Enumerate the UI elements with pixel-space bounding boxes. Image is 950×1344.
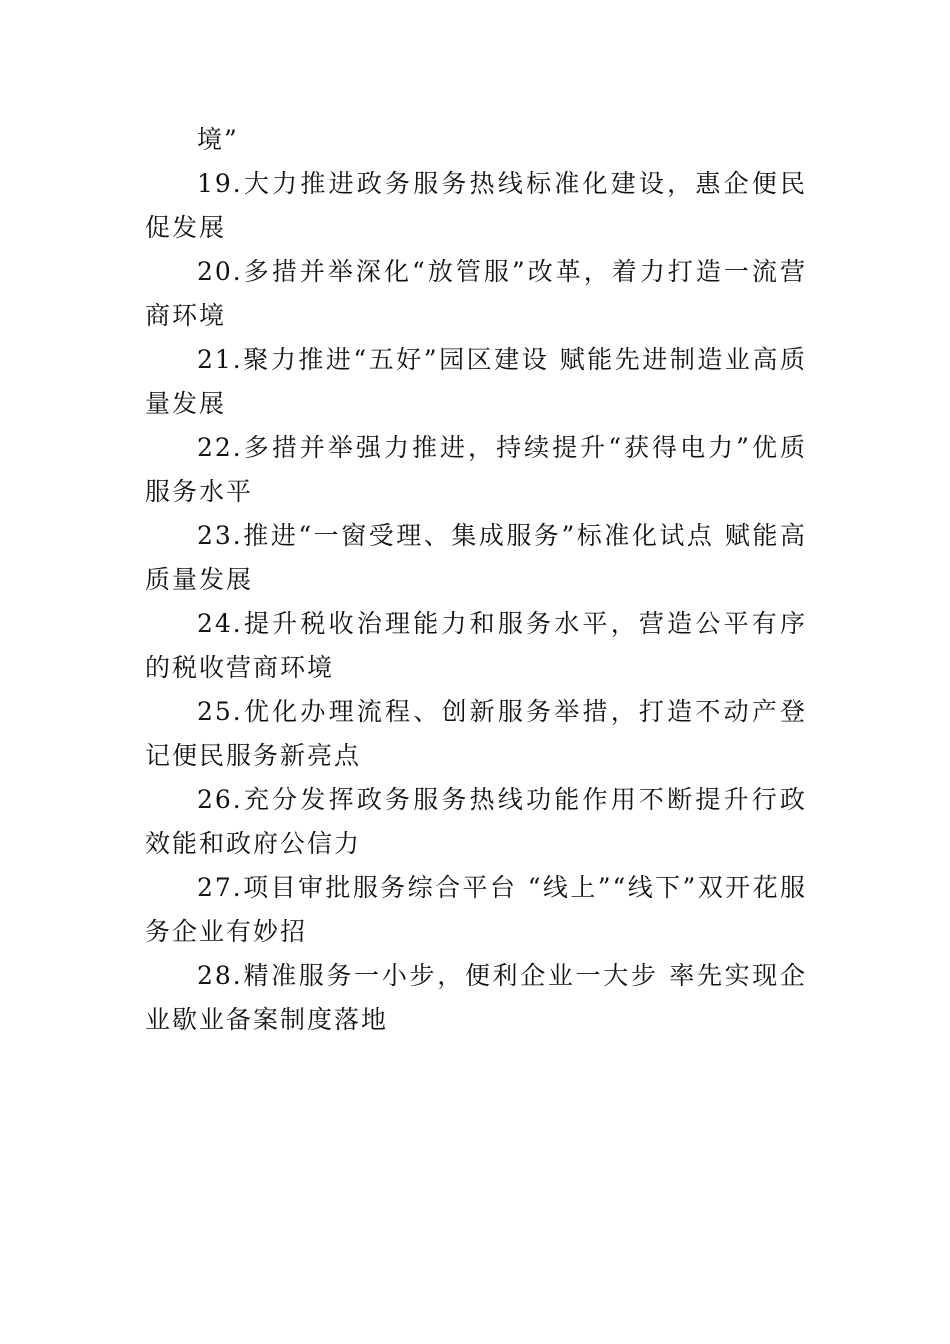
list-item: 28.精准服务一小步，便利企业一大步 率先实现企业歇业备案制度落地	[145, 961, 807, 1034]
list-item: 21.聚力推进“五好”园区建设 赋能先进制造业高质量发展	[145, 345, 807, 418]
list-item: 20.多措并举深化“放管服”改革，着力打造一流营商环境	[145, 257, 807, 330]
list-item: 24.提升税收治理能力和服务水平，营造公平有序的税收营商环境	[145, 609, 807, 682]
continuation-line: 境”	[197, 125, 239, 154]
list-item: 19.大力推进政务服务热线标准化建设，惠企便民促发展	[145, 169, 807, 242]
list-item: 25.优化办理流程、创新服务举措，打造不动产登记便民服务新亮点	[145, 697, 807, 770]
document-body	[145, 118, 807, 1042]
list-item: 22.多措并举强力推进，持续提升“获得电力”优质服务水平	[145, 433, 807, 506]
list-item: 23.推进“一窗受理、集成服务”标准化试点 赋能高质量发展	[145, 521, 807, 594]
list-item: 27.项目审批服务综合平台 “线上”“线下”双开花服务企业有妙招	[145, 873, 807, 946]
list-item: 26.充分发挥政务服务热线功能作用不断提升行政效能和政府公信力	[145, 785, 807, 858]
